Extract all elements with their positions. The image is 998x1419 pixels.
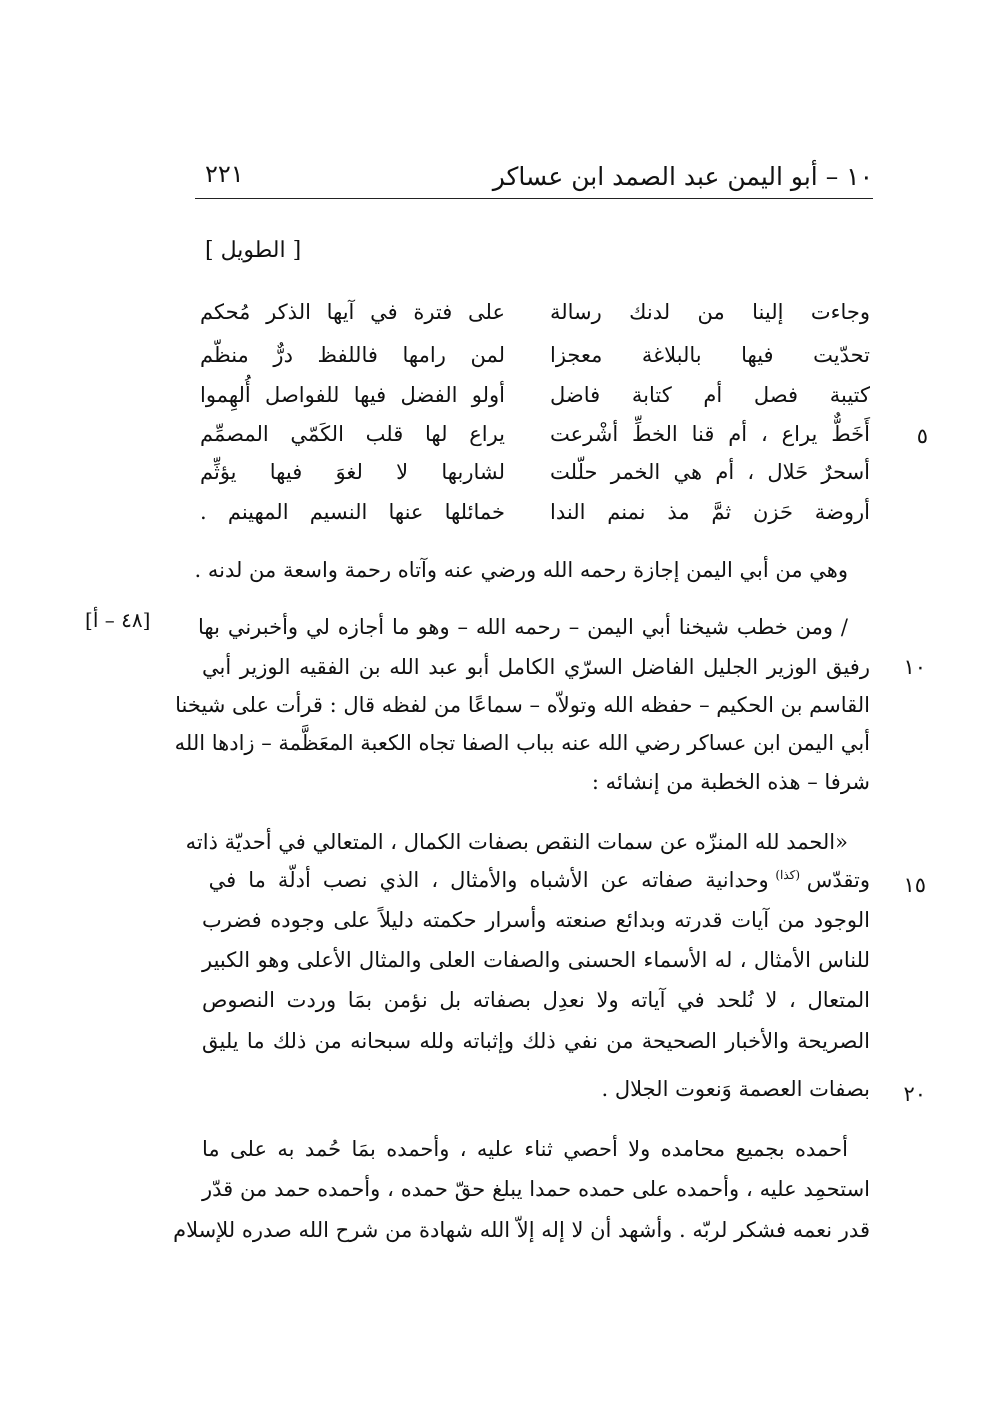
- meter-label: [ الطويل ]: [205, 238, 302, 263]
- page-number: ٢٢١: [205, 160, 244, 188]
- running-header-title: ١٠ – أبو اليمن عبد الصمد ابن عساكر: [492, 162, 873, 191]
- text-line: بصفات العصمة وَنعوت الجلال .: [601, 1077, 870, 1101]
- text-line: أحمده بجميع محامده ولا أحصي ثناء عليه ، وأحمده بمَا حُمد به على ما: [202, 1137, 848, 1161]
- text-fragment: وتقدّس: [806, 868, 870, 892]
- text-line: الصريحة والأخبار الصحيحة من نفي ذلك وإثباته ولله سبحانه من ذلك ما يليق: [202, 1029, 870, 1053]
- folio-marker: [٤٨ – أ]: [85, 608, 151, 632]
- verse-second-hemistich: لمن رامها فاللفظ درٌّ منظّم: [200, 343, 505, 367]
- verse-first-hemistich: أَخَطٌّ يراع ، أم قنا الخطِّ أشْرعت: [550, 422, 870, 446]
- verse-second-hemistich: لشاربها لا لغوَ فيها يؤثِّم: [200, 460, 505, 484]
- text-fragment: وحدانية صفاته عن الأشباه والأمثال ، الذي نصب أدلّة ما في: [208, 868, 769, 892]
- text-line: [202, 868, 870, 892]
- text-line: أبي اليمن ابن عساكر رضي الله عنه بباب الصفا تجاه الكعبة المعَظَّمة – زادها الله: [174, 731, 870, 755]
- sic-annotation: (كذا): [775, 868, 801, 882]
- text-line: / ومن خطب شيخنا أبي اليمن – رحمه الله – وهو ما أجازه لي وأخبرني بها: [198, 615, 848, 639]
- text-line: المتعال ، لا نُلحد في آياته ولا نعدِل بصفاته بل نؤمن بمَا وردت النصوص: [202, 988, 870, 1012]
- text-line: «الحمد لله المنزّه عن سمات النقص بصفات الكمال ، المتعالي في أحديّة ذاته: [185, 830, 848, 854]
- verse-second-hemistich: يراع لها قلب الكَمّي المصمِّم: [200, 422, 505, 446]
- verse-second-hemistich: على فترة في آيها الذكر مُحكم: [200, 300, 505, 324]
- verse-first-hemistich: كتيبة فصل أم كتابة فاضل: [550, 383, 870, 407]
- text-line: قدر نعمه فشكر لربّه . وأشهد أن لا إله إلاّ الله شهادة من شرح الله صدره للإسلام: [173, 1218, 870, 1242]
- text-line: القاسم بن الحكيم – حفظه الله وتولاّه – سماعًا من لفظه قال : قرأت على شيخنا: [175, 693, 870, 717]
- verse-second-hemistich: أولو الفضل فيها للفواصل أُلهِموا: [200, 383, 505, 407]
- verse-row: [200, 500, 870, 540]
- text-line: شرفا – هذه الخطبة من إنشائه :: [591, 770, 870, 794]
- verse-row: [200, 422, 870, 462]
- text-line: استحمِد عليه ، وأحمده على حمده حمدا يبلغ حقّ حمده ، وأحمده حمد من قدّر: [202, 1177, 870, 1201]
- header-rule: [195, 198, 873, 199]
- verse-row: [200, 383, 870, 423]
- line-number: ٢٠: [903, 1082, 926, 1106]
- line-number: ١٥: [903, 873, 926, 897]
- text-line: الوجود من آيات قدرته وبدائع صنعته وأسرار حكمته دليلاً على وجوده فضرب: [202, 908, 870, 932]
- line-number: ١٠: [903, 655, 926, 679]
- verse-first-hemistich: تحدّيت فيها بالبلاغة معجزا: [550, 343, 870, 367]
- verse-row: [200, 300, 870, 340]
- verse-first-hemistich: وجاءت إلينا من لدنك رسالة: [550, 300, 870, 324]
- verse-second-hemistich: خمائلها عنها النسيم المهينم .: [200, 500, 505, 524]
- text-line: رفيق الوزير الجليل الفاضل السرّي الكامل أبو عبد الله بن الفقيه الوزير أبي: [202, 655, 870, 679]
- line-number: ٥: [916, 424, 928, 448]
- verse-first-hemistich: أسحرٌ حَلال ، أم هي الخمر حلّلت: [550, 460, 870, 484]
- note-after-poem: وهي من أبي اليمن إجازة رحمه الله ورضي عنه وآتاه رحمة واسعة من لدنه .: [194, 558, 848, 582]
- verse-row: [200, 343, 870, 383]
- verse-first-hemistich: أروضة حَزن ثمَّ مذ نمنم الندا: [550, 500, 870, 524]
- verse-row: [200, 460, 870, 500]
- text-line: للناس الأمثال ، له الأسماء الحسنى والصفات العلى والمثال الأعلى وهو الكبير: [202, 948, 870, 972]
